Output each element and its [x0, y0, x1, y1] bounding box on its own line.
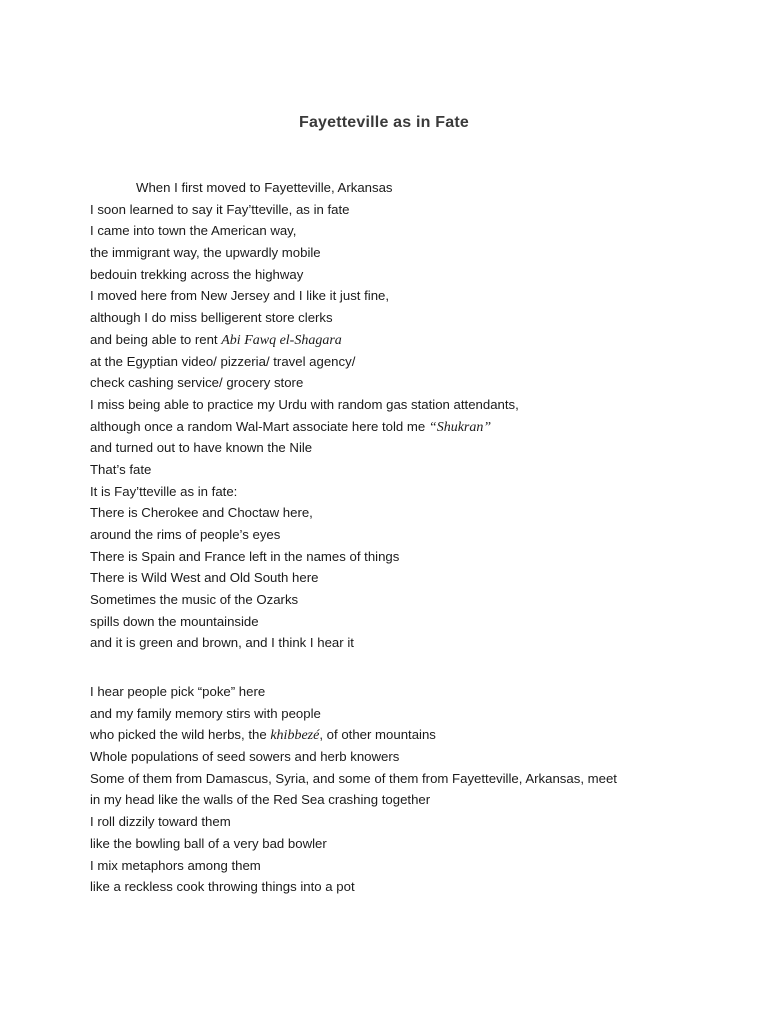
poem-line: There is Cherokee and Choctaw here, [90, 505, 313, 521]
stanza-2 [90, 681, 730, 898]
poem-line: who picked the wild herbs, the khibbezé, of other mountains [90, 727, 436, 744]
poem-line: bedouin trekking across the highway [90, 266, 304, 282]
poem-line: and being able to rent Abi Fawq el-Shagara [90, 331, 342, 348]
poem-line: I roll dizzily toward them [90, 814, 231, 830]
poem-line: I moved here from New Jersey and I like it just fine, [90, 288, 390, 304]
poem-line: When I first moved to Fayetteville, Arkansas [136, 180, 393, 195]
italic-word: “Shukran” [428, 419, 492, 435]
poem-line: It is Fay’tteville as in fate: [90, 483, 238, 499]
poem-line: spills down the mountainside [90, 613, 259, 629]
poem-line: There is Spain and France left in the names of things [90, 548, 400, 564]
poem-line: and my family memory stirs with people [90, 705, 321, 721]
poem-line: in my head like the walls of the Red Sea crashing together [90, 792, 431, 808]
poem-line: Sometimes the music of the Ozarks [90, 592, 299, 608]
poem-line: although I do miss belligerent store clerks [90, 310, 333, 326]
poem-line: at the Egyptian video/ pizzeria/ travel agency/ [90, 353, 356, 369]
poem-line: although once a random Wal-Mart associate here told me “Shukran” [90, 418, 492, 435]
italic-film-title: Abi Fawq el-Shagara [221, 332, 342, 348]
poem-line: Whole populations of seed sowers and herb knowers [90, 749, 400, 765]
stanza-1 [90, 177, 730, 654]
poem-line: and turned out to have known the Nile [90, 440, 313, 456]
poem-line: There is Wild West and Old South here [90, 570, 319, 586]
poem-line: like a reckless cook throwing things into a pot [90, 879, 355, 895]
italic-word: khibbezé [270, 728, 320, 744]
poem-line: the immigrant way, the upwardly mobile [90, 245, 321, 261]
poem-line: I came into town the American way, [90, 223, 297, 239]
poem-line: check cashing service/ grocery store [90, 375, 304, 391]
poem-line: Some of them from Damascus, Syria, and some of them from Fayetteville, Arkansas, meet [90, 770, 617, 786]
poem-line: around the rims of people’s eyes [90, 527, 281, 542]
poem-line: I soon learned to say it Fay’tteville, as in fate [90, 201, 350, 217]
poem-line: I miss being able to practice my Urdu with random gas station attendants, [90, 396, 519, 412]
poem-line: like the bowling ball of a very bad bowler [90, 835, 327, 851]
poem-line: I hear people pick “poke” here [90, 684, 266, 699]
poem-title: Fayetteville as in Fate [298, 114, 469, 131]
poem-line: I mix metaphors among them [90, 857, 261, 873]
poem-line: and it is green and brown, and I think I hear it [90, 635, 354, 651]
poem-line: That’s fate [90, 461, 152, 477]
